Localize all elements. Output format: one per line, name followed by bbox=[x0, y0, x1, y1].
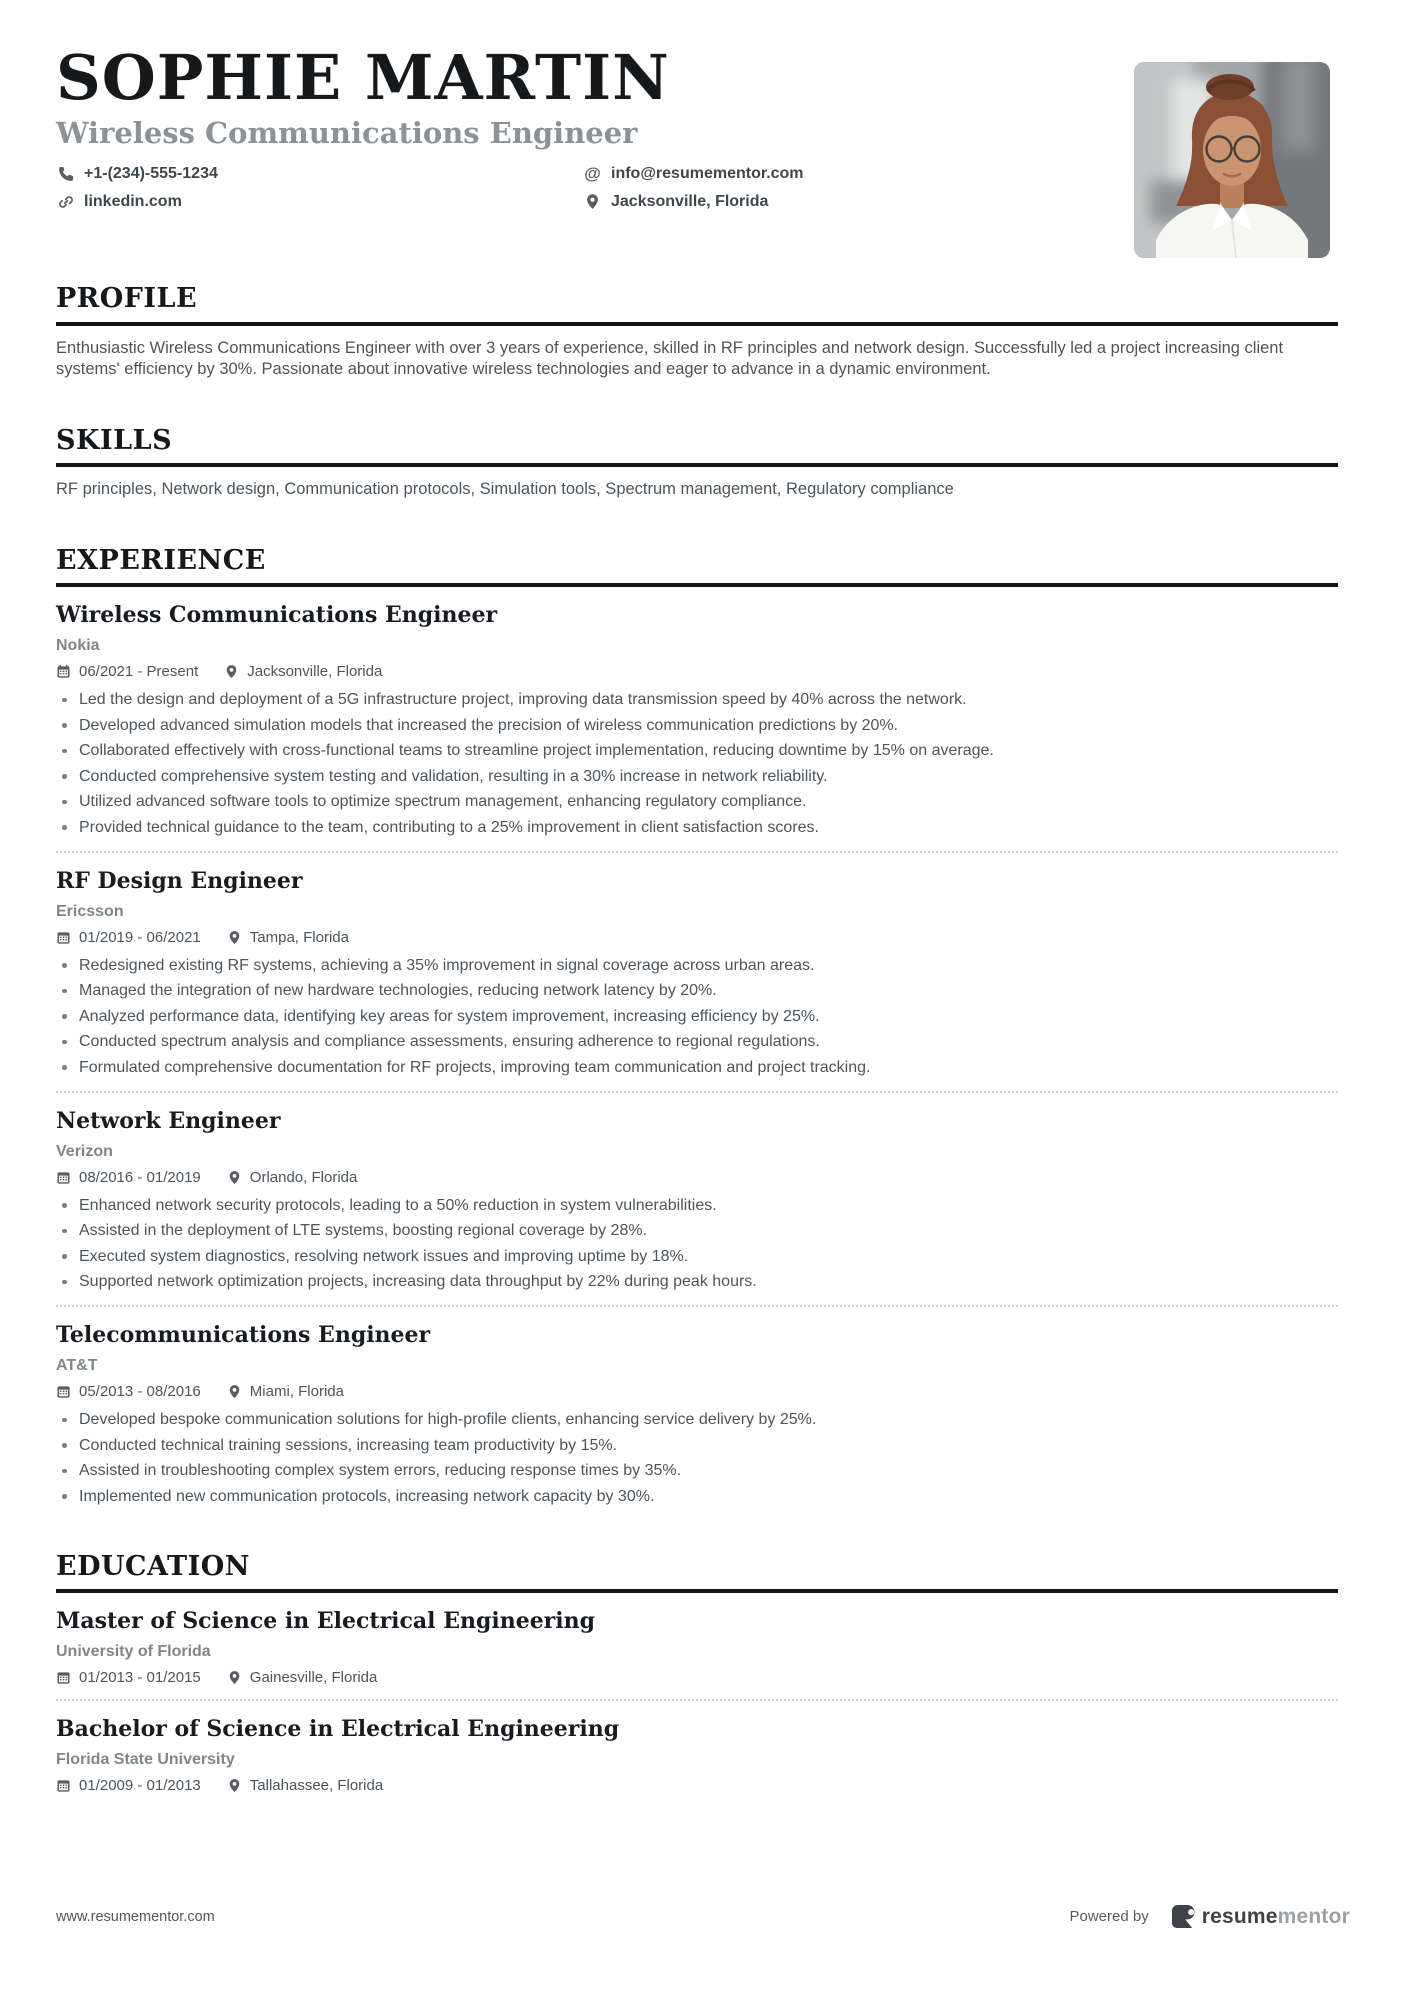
degree-location bbox=[227, 1669, 378, 1686]
logo-text-mentor: mentor bbox=[1277, 1904, 1350, 1928]
date-text: 08/2016 - 01/2019 bbox=[79, 1168, 201, 1186]
date-range bbox=[56, 1777, 201, 1794]
date-text: 01/2009 - 01/2013 bbox=[79, 1776, 201, 1794]
location-text: Tampa, Florida bbox=[249, 928, 349, 946]
location-text: Tallahassee, Florida bbox=[249, 1776, 384, 1794]
profile-heading: PROFILE bbox=[56, 283, 1338, 325]
experience-heading: EXPERIENCE bbox=[56, 545, 1338, 587]
calendar-icon bbox=[56, 1670, 71, 1685]
job-entry bbox=[56, 868, 1338, 1078]
calendar-icon bbox=[56, 1170, 71, 1185]
degree-entry bbox=[56, 1716, 1338, 1794]
job-location bbox=[227, 1169, 358, 1186]
location-pin-icon bbox=[227, 1384, 242, 1399]
resumementor-logo[interactable] bbox=[1171, 1904, 1350, 1929]
date-text: 06/2021 - Present bbox=[79, 663, 199, 681]
bullet-item: Assisted in the deployment of LTE systems, boosting regional coverage by 28%. bbox=[56, 1220, 1338, 1241]
degree-title: Master of Science in Electrical Engineering bbox=[56, 1607, 596, 1634]
bullet-item: Utilized advanced software tools to optimize spectrum management, enhancing regulatory compliance. bbox=[56, 791, 1338, 812]
bullet-item: Conducted comprehensive system testing and validation, resulting in a 30% increase in network reliability. bbox=[56, 766, 1338, 787]
footer-site-link[interactable]: www.resumementor.com bbox=[56, 1908, 215, 1925]
job-entry bbox=[56, 602, 1338, 838]
profile-text: Enthusiastic Wireless Communications Engineer with over 3 years of experience, skilled in RF principles and network design. Successfully led a project increasing client systems' efficiency by 30%. Passionate about innovative wireless technologies and eager to advance in a dynamic environment. bbox=[56, 338, 1284, 379]
email-contact[interactable] bbox=[583, 164, 804, 183]
job-entry bbox=[56, 1322, 1338, 1507]
calendar-icon bbox=[56, 1778, 71, 1793]
company-name: AT&T bbox=[56, 1357, 98, 1375]
bullet-item: Conducted spectrum analysis and compliance assessments, ensuring adherence to regional regulations. bbox=[56, 1031, 1338, 1052]
bullet-item: Supported network optimization projects, increasing data throughput by 22% during peak hours. bbox=[56, 1271, 1338, 1292]
powered-by-label: Powered by bbox=[1069, 1908, 1149, 1925]
job-meta bbox=[56, 1383, 1338, 1400]
bullet-item: Assisted in troubleshooting complex system errors, reducing response times by 35%. bbox=[56, 1460, 1338, 1481]
skills-text: RF principles, Network design, Communication protocols, Simulation tools, Spectrum management, Regulatory compliance bbox=[56, 480, 954, 499]
school-name: Florida State University bbox=[56, 1750, 235, 1768]
education-heading: EDUCATION bbox=[56, 1551, 1338, 1593]
location-pin-icon bbox=[227, 1170, 242, 1185]
job-title: RF Design Engineer bbox=[56, 867, 303, 894]
date-range bbox=[56, 663, 198, 680]
location-pin-icon bbox=[227, 930, 242, 945]
experience-section bbox=[56, 545, 1338, 1507]
phone-contact bbox=[56, 164, 583, 183]
job-bullets bbox=[56, 1195, 1338, 1293]
degree-meta bbox=[56, 1777, 1338, 1794]
job-title: Network Engineer bbox=[56, 1107, 281, 1134]
job-title: Wireless Communications Engineer bbox=[56, 602, 498, 629]
job-meta bbox=[56, 1169, 1338, 1186]
entry-divider bbox=[56, 1091, 1338, 1093]
location-text: Orlando, Florida bbox=[249, 1168, 358, 1186]
calendar-icon bbox=[56, 1384, 71, 1399]
job-bullets bbox=[56, 955, 1338, 1078]
calendar-icon bbox=[56, 930, 71, 945]
location-pin-icon bbox=[227, 1670, 242, 1685]
skills-heading: SKILLS bbox=[56, 425, 1338, 467]
phone-icon bbox=[56, 164, 75, 183]
degree-title: Bachelor of Science in Electrical Engineering bbox=[56, 1715, 620, 1742]
date-text: 05/2013 - 08/2016 bbox=[79, 1383, 201, 1401]
powered-by bbox=[1069, 1904, 1350, 1929]
location-contact bbox=[583, 192, 804, 211]
job-title-subtitle: Wireless Communications Engineer bbox=[56, 116, 638, 151]
link-icon bbox=[56, 192, 75, 211]
job-location bbox=[224, 663, 382, 680]
calendar-icon bbox=[56, 664, 71, 679]
job-location bbox=[227, 1383, 344, 1400]
bullet-item: Analyzed performance data, identifying key areas for system improvement, increasing efficiency by 25%. bbox=[56, 1006, 1338, 1027]
bullet-item: Collaborated effectively with cross-functional teams to streamline project implementation, reducing downtime by 15% on average. bbox=[56, 740, 1338, 761]
bullet-item: Implemented new communication protocols, increasing network capacity by 30%. bbox=[56, 1486, 1338, 1507]
company-name: Nokia bbox=[56, 637, 100, 655]
location-text: Jacksonville, Florida bbox=[611, 192, 769, 210]
bullet-item: Redesigned existing RF systems, achieving a 35% improvement in signal coverage across urban areas. bbox=[56, 955, 1338, 976]
education-section bbox=[56, 1551, 1338, 1794]
profile-photo bbox=[1134, 62, 1330, 258]
degree-entry bbox=[56, 1608, 1338, 1686]
bullet-item: Enhanced network security protocols, leading to a 50% reduction in system vulnerabilities. bbox=[56, 1195, 1338, 1216]
linkedin-contact[interactable] bbox=[56, 192, 583, 211]
entry-divider bbox=[56, 851, 1338, 853]
date-text: 01/2013 - 01/2015 bbox=[79, 1668, 201, 1686]
header bbox=[56, 41, 1338, 211]
portrait-illustration bbox=[1134, 62, 1330, 258]
bullet-item: Executed system diagnostics, resolving network issues and improving uptime by 18%. bbox=[56, 1246, 1338, 1267]
date-range bbox=[56, 1669, 201, 1686]
contact-column-left bbox=[56, 164, 583, 211]
footer bbox=[56, 1904, 1350, 1929]
job-title: Telecommunications Engineer bbox=[56, 1322, 431, 1349]
linkedin-link[interactable]: linkedin.com bbox=[84, 192, 182, 210]
date-text: 01/2019 - 06/2021 bbox=[79, 928, 201, 946]
person-name: SOPHIE MARTIN bbox=[56, 41, 670, 114]
location-text: Gainesville, Florida bbox=[249, 1668, 378, 1686]
location-pin-icon bbox=[583, 192, 602, 211]
date-range bbox=[56, 1383, 201, 1400]
job-bullets bbox=[56, 1409, 1338, 1507]
bullet-item: Developed bespoke communication solutions for high-profile clients, enhancing service delivery by 25%. bbox=[56, 1409, 1338, 1430]
email-address[interactable]: info@resumementor.com bbox=[611, 164, 804, 182]
bullet-item: Led the design and deployment of a 5G infrastructure project, improving data transmission speed by 40% across the network. bbox=[56, 689, 1338, 710]
degree-location bbox=[227, 1777, 383, 1794]
bullet-item: Provided technical guidance to the team, contributing to a 25% improvement in client satisfaction scores. bbox=[56, 817, 1338, 838]
location-pin-icon bbox=[224, 664, 239, 679]
school-name: University of Florida bbox=[56, 1642, 211, 1660]
degree-meta bbox=[56, 1669, 1338, 1686]
job-bullets bbox=[56, 689, 1338, 838]
date-range bbox=[56, 929, 201, 946]
bullet-item: Developed advanced simulation models that increased the precision of wireless communication predictions by 20%. bbox=[56, 715, 1338, 736]
contact-column-right bbox=[583, 164, 804, 211]
job-meta bbox=[56, 663, 1338, 680]
resumementor-logo-icon bbox=[1171, 1904, 1196, 1929]
job-entry bbox=[56, 1108, 1338, 1293]
entry-divider bbox=[56, 1699, 1338, 1701]
location-pin-icon bbox=[227, 1778, 242, 1793]
bullet-item: Managed the integration of new hardware technologies, reducing network latency by 20%. bbox=[56, 980, 1338, 1001]
bullet-item: Conducted technical training sessions, increasing team productivity by 15%. bbox=[56, 1435, 1338, 1456]
company-name: Ericsson bbox=[56, 902, 124, 920]
location-text: Miami, Florida bbox=[249, 1383, 344, 1401]
date-range bbox=[56, 1169, 201, 1186]
job-meta bbox=[56, 929, 1338, 946]
entry-divider bbox=[56, 1305, 1338, 1307]
bullet-item: Formulated comprehensive documentation for RF projects, improving team communication and project tracking. bbox=[56, 1057, 1338, 1078]
job-location bbox=[227, 929, 349, 946]
phone-number: +1-(234)-555-1234 bbox=[84, 164, 218, 182]
skills-section bbox=[56, 425, 1338, 501]
company-name: Verizon bbox=[56, 1142, 113, 1160]
resumementor-logo-text bbox=[1202, 1905, 1350, 1929]
logo-text-resume: resume bbox=[1201, 1904, 1278, 1928]
profile-section bbox=[56, 283, 1338, 381]
location-text: Jacksonville, Florida bbox=[247, 663, 383, 681]
at-icon: @ bbox=[584, 164, 601, 184]
